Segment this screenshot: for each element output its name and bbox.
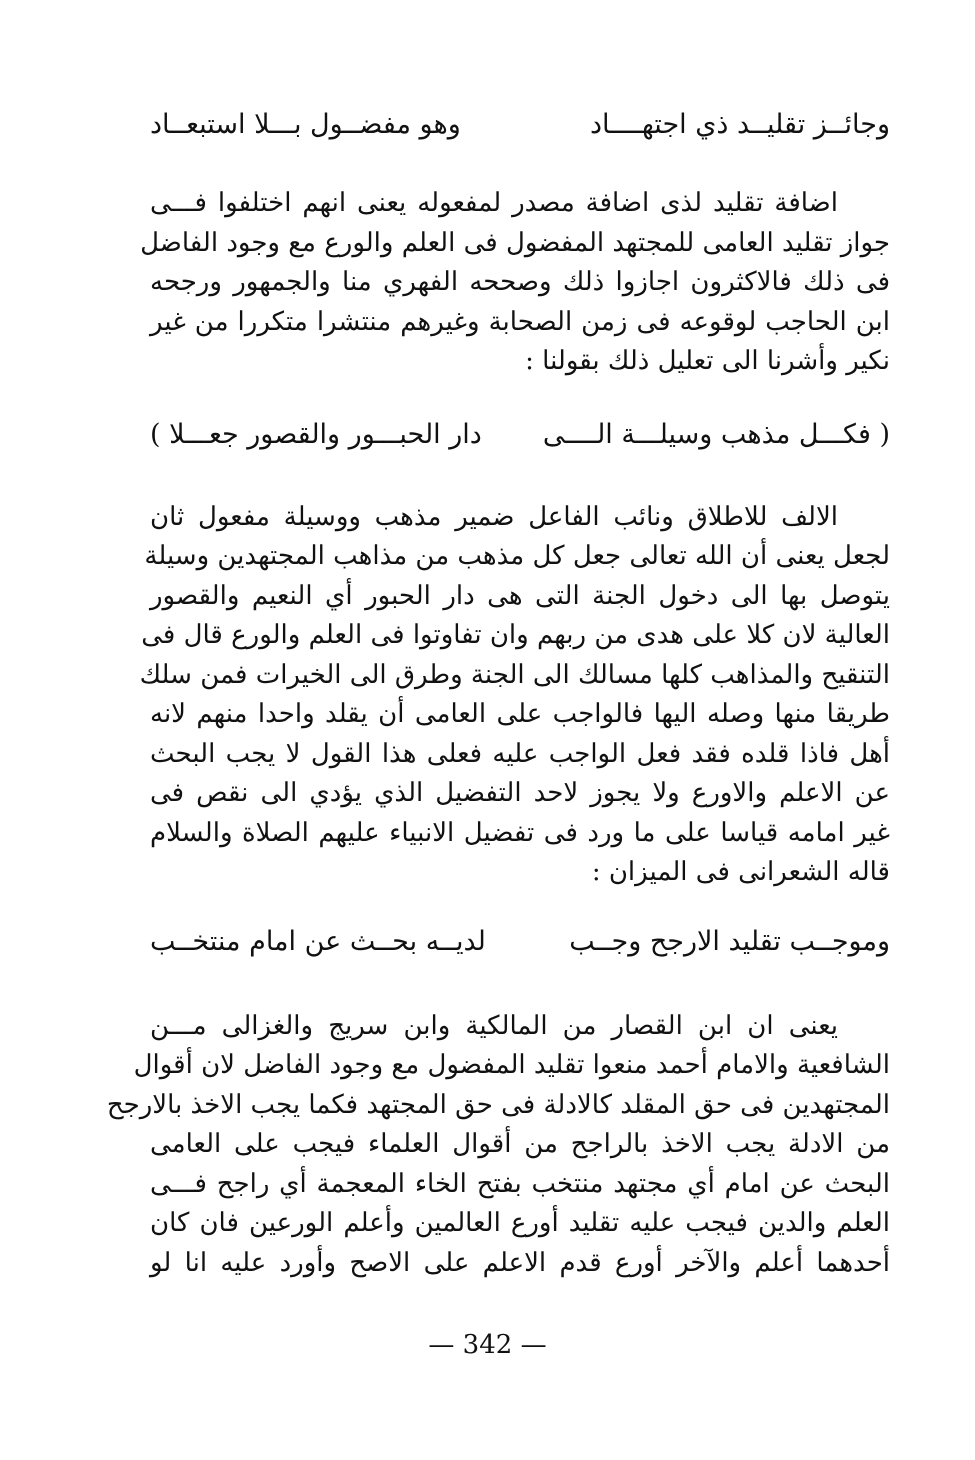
text-line: جواز تقليد العامى للمجتهد المفضول فى العلم والورع مع وجود الفاضل: [140, 227, 890, 258]
text-line: فى ذلك فالاكثرون اجازوا ذلك وصححه الفهري منا والجمهور ورجحه: [150, 267, 890, 297]
verse-first-hemistich: وجائــز تقليــد ذي اجتهــــاد: [589, 109, 890, 140]
verse-second-hemistich: لديــه بحــث عن امام منتخــب: [150, 925, 486, 957]
text-line: لجعل يعنى أن الله تعالى جعل كل مذهب من مذاهب المجتهدين وسيلة: [144, 541, 890, 571]
verse-second-hemistich: وهو مفضــول بـــلا استبعــاد: [150, 109, 461, 140]
text-line: ابن الحاجب لوقوعه فى زمن الصحابة وغيرهم منتشرا متكررا من غير: [150, 306, 890, 337]
verse-first-hemistich: وموجــب تقليد الارجح وجــب: [569, 925, 890, 957]
page-number: — 342 —: [428, 1330, 547, 1360]
verse-second-hemistich: دار الحبـــور والقصور جعـــلا ): [150, 418, 482, 450]
text-line: العالية لان كلا على هدى من ربهم وان تفاوتوا فى العلم والورع قال فى: [141, 620, 890, 650]
text-line: التنقيح والمذاهب كلها مسالك الى الجنة وطرق الى الخيرات فمن سلك: [139, 659, 890, 690]
commentary-paragraph: [106, 1007, 890, 1284]
commentary-paragraph: [139, 498, 890, 893]
text-line: غير امامه قياسا على ما ورد فى تفضيل الانبياء عليهم الصلاة والسلام: [150, 817, 890, 848]
commentary-paragraph: [140, 184, 890, 382]
text-line: اضافة تقليد لذى اضافة مصدر لمفعوله يعنى انهم اختلفوا فـــى: [150, 188, 838, 218]
page-body: [106, 96, 890, 1283]
verse-line: [150, 919, 890, 965]
text-line: الشافعية والامام أحمد منعوا تقليد المفضول مع وجود الفاضل لان أقوال: [133, 1050, 890, 1080]
text-line: الالف للاطلاق ونائب الفاعل ضمير مذهب ووسيلة مفعول ثان: [150, 501, 838, 532]
verse-line: [150, 102, 890, 148]
verse-first-hemistich: ( فكـــل مذهب وسيلـــة الــــى: [542, 418, 890, 450]
text-line: المجتهدين فى حق المقلد كالادلة فى حق المجتهد فكما يجب الاخذ بالارجح: [106, 1089, 890, 1120]
text-line: يتوصل بها الى دخول الجنة التى هى دار الحبور أي النعيم والقصور: [150, 580, 890, 611]
text-line: عن الاعلم والاورع ولا يجوز لاحد التفضيل الذي يؤدي الى نقص فى: [150, 778, 890, 808]
text-line: يعنى ان ابن القصار من المالكية وابن سريج والغزالى مـــن: [150, 1010, 838, 1041]
verse-line: [150, 412, 890, 458]
text-line: أهل فاذا قلده فقد فعل الواجب عليه فعلى هذا القول لا يجب البحث: [150, 738, 890, 769]
text-line: طريقا منها وصله اليها فالواجب على العامى أن يقلد واحدا منهم لانه: [150, 699, 890, 729]
text-line: من الادلة يجب الاخذ بالراجح من أقوال العلماء فيجب على العامى: [150, 1129, 890, 1159]
text-line: أحدهما أعلم والآخر أورع قدم الاعلم على الاصح وأورد عليه انا لو: [150, 1247, 890, 1278]
text-line: قاله الشعرانى فى الميزان :: [591, 857, 890, 887]
text-line: العلم والدين فيجب عليه تقليد أورع العالمين وأعلم الورعين فان كان: [150, 1208, 890, 1238]
text-line: البحث عن امام أي مجتهد منتخب بفتح الخاء المعجمة أي راجح فـــى: [150, 1168, 890, 1199]
text-line: نكير وأشرنا الى تعليل ذلك بقولنا :: [525, 346, 890, 376]
